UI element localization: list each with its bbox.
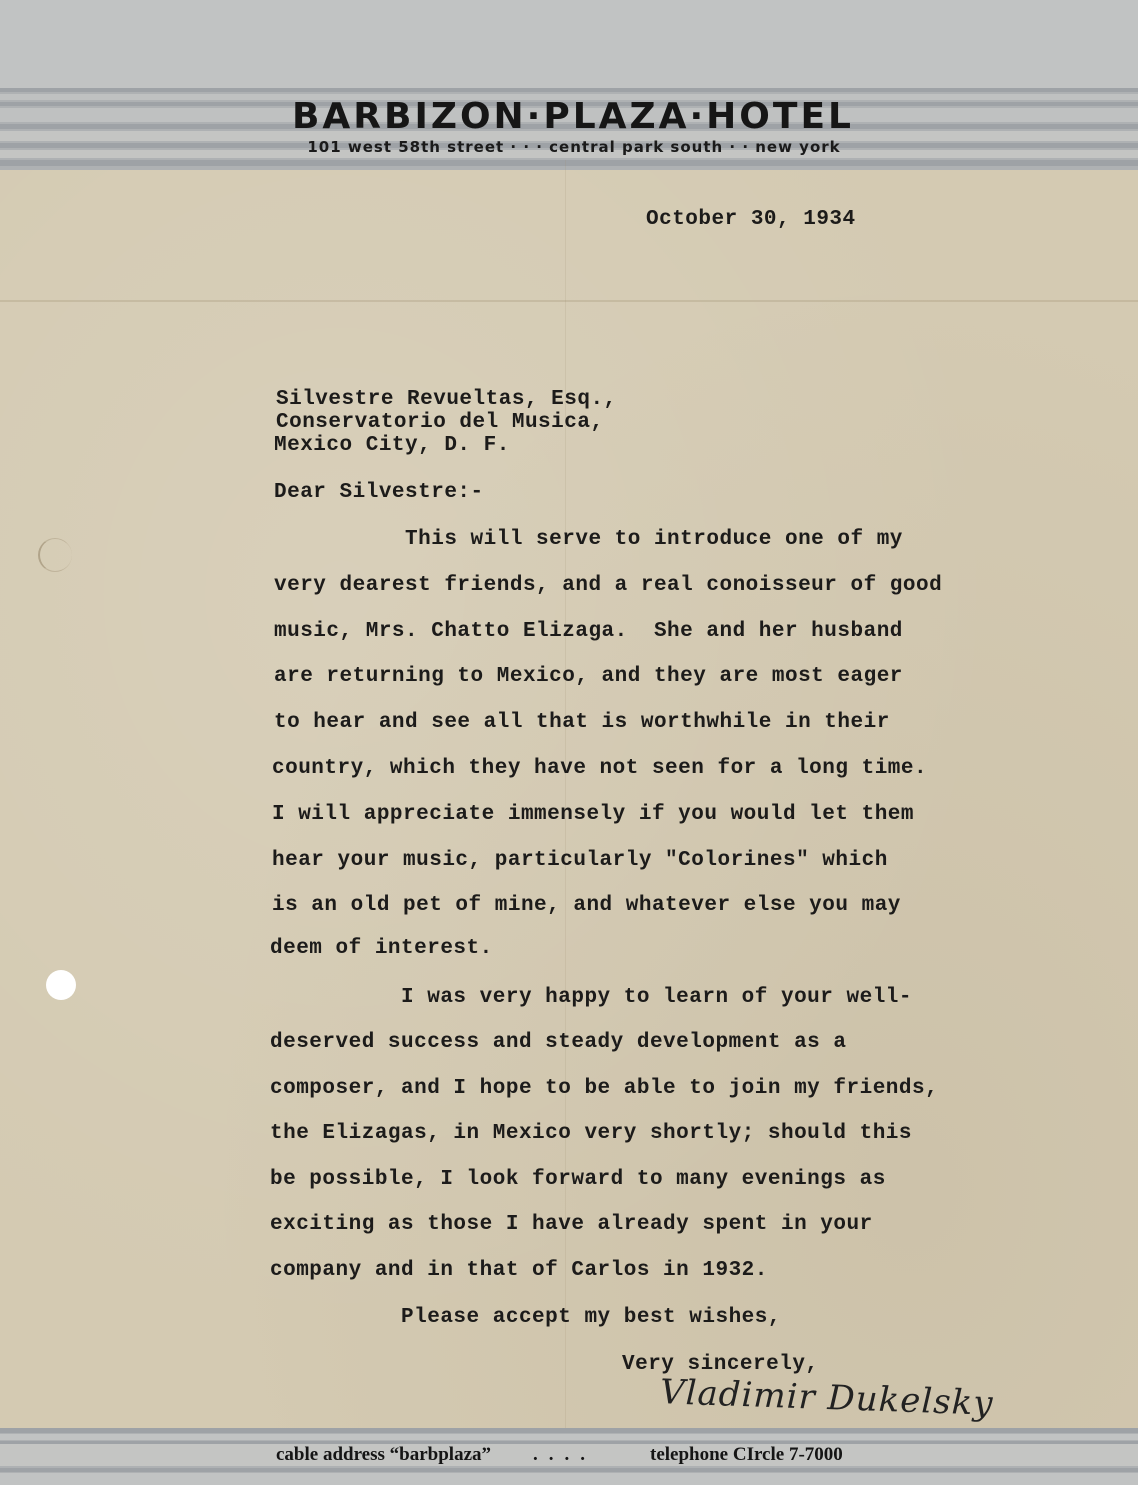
body-line: Please accept my best wishes,: [270, 1306, 781, 1329]
hotel-name: BARBIZON·PLAZA·HOTEL: [291, 96, 854, 137]
signature: Vladimir Dukelsky: [659, 1372, 995, 1424]
punch-hole: [46, 970, 76, 1000]
body-line: very dearest friends, and a real conoisseur of good: [274, 574, 943, 597]
body-line: deserved success and steady development as a: [270, 1031, 847, 1054]
band-stripe: [0, 88, 1138, 92]
body-line: country, which they have not seen for a long time.: [272, 757, 928, 780]
body-line: deem of interest.: [270, 937, 493, 960]
body-line: to hear and see all that is worthwhile in their: [274, 711, 890, 734]
band-stripe: [0, 1468, 1138, 1472]
body-line: music, Mrs. Chatto Elizaga. She and her husband: [274, 620, 903, 643]
body-line: I was very happy to learn of your well-: [270, 986, 913, 1009]
recipient-line: Silvestre Revueltas, Esq.,: [276, 388, 617, 411]
body-line: This will serve to introduce one of my: [274, 528, 903, 551]
body-line: the Elizagas, in Mexico very shortly; should this: [270, 1122, 913, 1145]
letter-date: October 30, 1934: [646, 208, 856, 231]
body-line: is an old pet of mine, and whatever else you may: [272, 894, 901, 917]
telephone: telephone CIrcle 7-7000: [650, 1444, 843, 1465]
hotel-address: 101 west 58th street · · · central park south · · new york: [307, 138, 841, 156]
band-light: [0, 1473, 1138, 1485]
body-line: I will appreciate immensely if you would let them: [272, 803, 915, 826]
body-line: are returning to Mexico, and they are most eager: [274, 665, 903, 688]
body-line: company and in that of Carlos in 1932.: [270, 1259, 768, 1282]
body-line: be possible, I look forward to many evenings as: [270, 1168, 886, 1191]
paper-fold: [0, 300, 1138, 302]
band-stripe: [0, 1428, 1138, 1433]
paper-crease: [565, 160, 566, 1430]
recipient-line: Conservatorio del Musica,: [276, 411, 604, 434]
recipient-line: Mexico City, D. F.: [274, 434, 510, 457]
body-line: composer, and I hope to be able to join my friends,: [270, 1077, 939, 1100]
band-light: [0, 0, 1138, 88]
closing: Very sincerely,: [622, 1353, 819, 1376]
cable-address: cable address “barbplaza”: [276, 1444, 492, 1465]
body-line: exciting as those I have already spent in your: [270, 1213, 873, 1236]
band-light: [0, 1434, 1138, 1440]
footer-dots: ....: [533, 1444, 596, 1465]
body-line: hear your music, particularly "Colorines" which: [272, 849, 888, 872]
salutation: Dear Silvestre:-: [274, 481, 484, 504]
band-stripe: [0, 160, 1138, 166]
punch-mark: [38, 538, 72, 572]
